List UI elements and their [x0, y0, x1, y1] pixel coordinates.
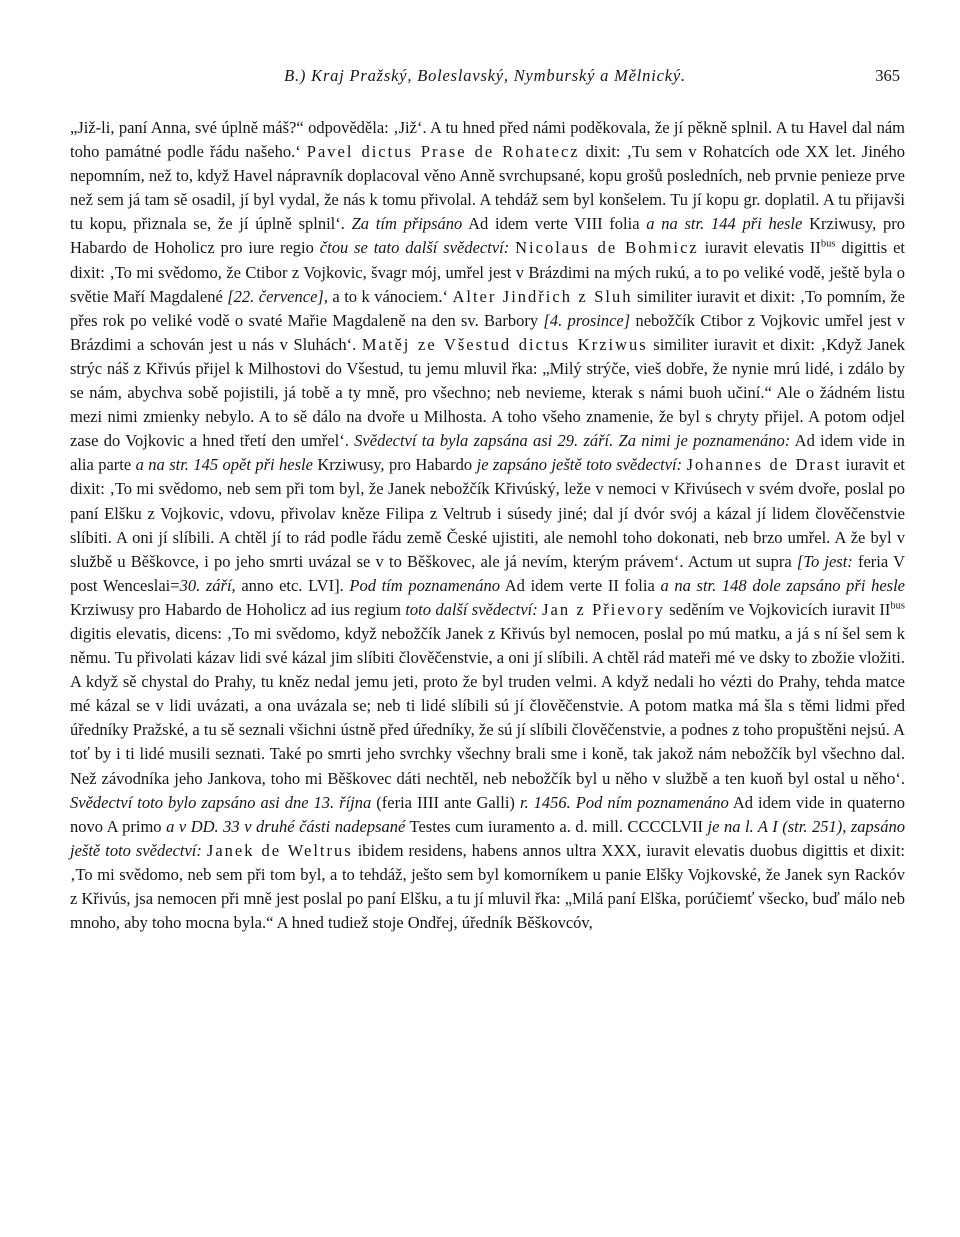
witness-name: Pavel dictus Prase de Rohatecz — [306, 142, 580, 162]
italic-note: je na l. A I (str. 251), zapsáno ještě toto svědectví: — [70, 816, 905, 860]
italic-note: [4. prosince] — [543, 310, 631, 330]
italic-note: toto další svědectví: — [405, 599, 538, 619]
text-run: Ad idem vide in alia parte — [70, 431, 905, 475]
text-run: Krziwusy pro Habardo de Hoholicz ad ius regium — [70, 599, 406, 619]
witness-name: Nicolaus de Bohmicz — [515, 238, 699, 258]
italic-note: Svědectví toto bylo zapsáno asi dne 13. října — [70, 792, 372, 812]
italic-note: r. 1456. Pod ním poznamenáno — [519, 792, 729, 812]
text-run: feria V post Wenceslai= — [70, 551, 906, 595]
italic-note: a na str. 148 dole zapsáno při hesle — [660, 575, 905, 595]
italic-note: [22. července] — [227, 286, 324, 306]
italic-note: čtou se tato další svědectví: — [319, 238, 510, 258]
text-run: ibidem residens, habens annos ultra XXX, iuravit elevatis duobus digittis et dixit: ‚To mi svědomo, neb sem při tom byl, a to tehdáž, ješto sem byl komorníkem u panie Elšky Vojkovské, že Janek syn Rackóv z Křivús, jsa nemocen při mně jest poslal po paní Elšku, a tu jí mluvil řka: „Milá paní Elška, porúčiemť všecko, buď málo neb mnoho, aby toho mocna byla.“ A hned tudiež stoje Ondřej, úředník Běškovcóv, — [70, 840, 905, 933]
italic-note: Za tím připsáno — [351, 214, 463, 234]
witness-name: Jan z Přievory — [542, 599, 665, 619]
body-text — [70, 116, 905, 935]
text-run: digittis et dixit: ‚To mi svědomo, že Ctibor z Vojkovic, švagr mój, umřel jest v Brázdimi na mých rukú, a to po veliké vodě, ještě byla o světie Maří Magdalené — [70, 238, 906, 306]
text-run: dixit: ‚Tu sem v Rohatcích ode XX let. Jiného nepomním, než to, když Havel nápravník doplacoval věno Anně svrchupsané, kopu grošů posledních, neb prvnie penieze prve než sem já tam sě osadil, jí byl vydal, že nás k tomu přivolal. A tehdáž sem byl konšelem. Tu jí kopu gr. doplatil. A tu přijavši tu kopu, přiznala se, že jí úplně splnil‘. — [70, 142, 906, 234]
italic-note: a na str. 144 při hesle — [646, 214, 803, 234]
text-run: „Již-li, paní Anna, své úplně máš?“ odpověděla: ‚Již‘. A tu hned před námi poděkovala, že jí pěkně splnil. A tu Havel dal nám toho památné podle řádu našeho.‘ — [70, 118, 905, 162]
text-run: iuravit elevatis II — [698, 238, 821, 258]
superscript: bus — [820, 238, 836, 250]
text-run: Ad idem verte II folia — [500, 575, 661, 595]
text-run: Krziwusy, pro Habardo de Hoholicz pro iure regio — [70, 214, 906, 258]
witness-name: Matěj ze Všestud dictus Krziwus — [361, 334, 648, 354]
text-run: similiter iuravit et dixit: ‚Když Janek strýc náš z Křivús přijel k Milhostovi do Všestud, tu jemu mluvil řka: „Milý strýče, vieš dobře, že nynie mrú lidé, i zdálo by se nám, abychva sobě pojistili, já tobě a ty mně, pro všechno; neb nevieme, kterak s námi buoh učiní.“ Ale o žádném listu mezi nimi zmienky nebylo. A to sě dálo na dvoře u Milhosta. A toho všeho znamenie, že byl s chryty přijel. A potom odjel zase do Vojkovic a hned třetí den umřel‘. — [70, 334, 905, 451]
text-run: anno etc. LVI]. — [235, 575, 350, 595]
witness-name: Alter Jindřich z Sluh — [452, 286, 633, 306]
text-run: nebožčík Ctibor z Vojkovic umřel jest v Brázdimi a schován jest u nás v Sluhách‘. — [70, 310, 905, 354]
running-header — [70, 66, 900, 90]
italic-note: Pod tím poznamenáno — [349, 575, 501, 595]
text-run: seděním ve Vojkovicích iuravit II — [664, 599, 891, 619]
text-run: , a to k vánociem.‘ — [323, 286, 453, 306]
superscript: bus — [890, 600, 905, 612]
text-run: similiter iuravit et dixit: ‚To pomním, že přes rok po veliké vodě o svaté Mařie Magdaleně na den sv. Barbory — [70, 286, 905, 330]
text-run: Ad idem verte VIII folia — [462, 214, 647, 234]
text-run: (feria IIII ante Galli) — [371, 792, 520, 812]
italic-note: [To jest: — [796, 551, 853, 571]
body-paragraph — [70, 116, 905, 935]
text-run: Krziwusy, pro Habardo — [312, 455, 477, 475]
italic-note: Svědectví ta byla zapsána asi 29. září. Za nimi je poznamenáno: — [354, 431, 791, 451]
italic-note: je zapsáno ještě toto svědectví: — [476, 455, 683, 475]
text-run: iuravit et dixit: ‚To mi svědomo, neb sem při tom byl, že Janek nebožčík Křivúský, leže v nemoci v Křivúsech v svém dvoře, poslal po paní Elšku z Vojkovic, vdovu, přivolav kněze Filipa z Veltrub i súsedy jiné; dal jí dvór svój a kázal jí lidem člověčenstvie slíbiti. A oni jí slíbili. A chtěl jí to rád podle řádu země České ujistiti, ale nemohl toho dokonati, neb brzo umřel. A že byl v službě u Běškovce, i po jeho smrti uvázal se v to Běškovec, ale já nevím, kterým právem‘. Actum ut supra — [70, 455, 906, 571]
italic-note: a na str. 145 opět při hesle — [135, 455, 313, 475]
italic-note: a v DD. 33 v druhé části nadepsané — [166, 816, 406, 836]
text-run: digitis elevatis, dicens: ‚To mi svědomo, když nebožčík Janek z Křivús byl nemocen, poslal po mú matku, a já s ní šel sem k němu. Tu přivolati kázav lidi své kázal jim slíbiti člověčenstvie, a oni jí slíbili. A chtěl rád mateři mé ve dsky to zbožie vložiti. A když sě chystal do Prahy, tu kněz nedal jemu jeti, proto že byl truden velmi. A když nedali ho vézti do Prahy, tehda matce mé kázal se v lidi uvázati, a ona uvázala se; neb ti lidé slíbili sú jí člověčenstvie. A potom matka má šla s těmi lidmi před úředníky Pražské, a tu sě seznali všichni ústně před úředníky, že sú jí slíbili člověčenstvie, a podnes z toho propuštěni nejsú. A toť by i ti lidé musili seznati. Také po smrti jeho svrchky všechny brali sme i koně, tak jakož nám nebožčík byl všechno dal. Než závodníka jeho Jankova, toho mi Běškovec dáti nechtěl, neb nebožčík byl u něho v službě a ten kuoň byl ostal u něho‘. — [70, 623, 905, 788]
page-number: 365 — [875, 66, 900, 85]
italic-note: 30. září, — [179, 575, 236, 595]
witness-name: Janek de Weltrus — [206, 840, 353, 860]
running-title: B.) Kraj Pražský, Boleslavský, Nymburský a Mělnický. — [284, 66, 686, 85]
text-run: Ad idem vide in quaterno novo A primo — [70, 792, 906, 836]
witness-name: Johannes de Drast — [686, 455, 842, 475]
text-run: Testes cum iuramento a. d. mill. CCCCLVII — [405, 816, 708, 836]
